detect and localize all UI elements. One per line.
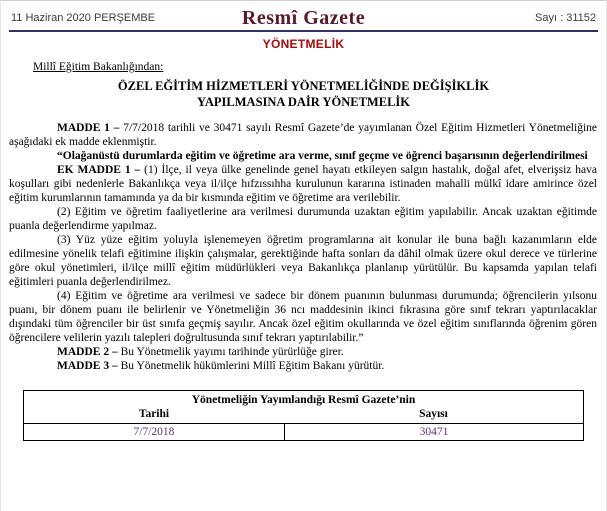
article-text: (3) Yüz yüze eğitim yoluyla işlenemeyen öğretim programlarına ait konular ile buna bağlı kazanımların elde edilmesine yönelik telafi eğitimine ilişkin çalışmalar, gerektiğinde hafta sonları da dâhil olmak üzere okul derece ve türlerine göre okul yönetimleri, il/ilçe millî eğitim müdürlükleri veya Bakanlıkça planlanıp yürütülür. Bu kapsamda yapılan telafi eğitimleri puanla değerlendirilmez.	[9, 234, 597, 288]
article-paragraph-madde3	[9, 359, 597, 373]
article-lead: MADDE 2 –	[57, 346, 121, 358]
gazette-title: Resmî Gazete	[241, 7, 366, 29]
publication-issue-link[interactable]: 30471	[419, 426, 449, 438]
gazette-date: 11 Haziran 2020 PERŞEMBE	[11, 12, 156, 24]
article-text: (1) İlçe, il veya ülke genelinde genel hayatı etkileyen salgın hastalık, doğal afet, elverişsiz hava koşulları gibi nedenlerle Bakanlıkça veya il/ilçe hıfzıssıhha kurulunun kararına istinaden mahalli mülkî idare amirince özel eğitim kurumlarının tamamında ya da bir kısmında eğitim ve öğretime ara verilebilir.	[9, 164, 597, 204]
article-paragraph-ekmadde1	[9, 163, 597, 205]
section-label: YÖNETMELİK	[262, 37, 345, 51]
masthead	[1, 1, 606, 29]
article-text: (2) Eğitim ve öğretim faaliyetlerine ara verilmesi durumunda uzaktan eğitim yapılabilir. Ancak uzaktan eğitimde puanla değerlendirme yapılmaz.	[9, 206, 597, 232]
column-header-date: Tarihi	[138, 408, 170, 420]
regulation-title-line1: ÖZEL EĞİTİM HİZMETLERİ YÖNETMELİĞİNDE DEĞİŞİKLİK	[117, 79, 490, 93]
article-text: (4) Eğitim ve öğretime ara verilmesi ve sadece bir dönem puanının bulunması durumunda; öğrencilerin yılsonu puanı, bir dönem puanı ile belirlenir ve Yönetmeliğin 36 ncı maddesinin ikinci fıkrasına göre sınıf tekrarı yaptırılacaklar dışındaki tüm öğrenciler bir üst sınıfa geçmiş sayılır. Ancak özel eğitim okullarında ve özel eğitim sınıflarında öğrenim gören öğrencilere velilerin yazılı talepleri doğrultusunda sınıf tekrarı yaptırılabilir.”	[9, 290, 597, 344]
article-lead: MADDE 1 –	[57, 122, 124, 134]
article-paragraph-fikra4	[9, 289, 597, 345]
article-lead: “Olağanüstü durumlarda eğitim ve öğretime ara verme, sınıf geçme ve öğrenci başarısının değerlendirilmesi	[57, 150, 588, 162]
article-paragraph-madde2	[9, 345, 597, 359]
publication-table-headers	[24, 407, 583, 423]
article-paragraph-fikra2	[9, 205, 597, 233]
issuing-authority: Millî Eğitim Bakanlığından:	[33, 61, 164, 73]
regulation-body	[9, 121, 597, 373]
publication-date-link[interactable]: 7/7/2018	[24, 424, 285, 440]
article-lead: MADDE 3 –	[57, 360, 121, 372]
article-paragraph-madde1	[9, 121, 597, 149]
article-text: 7/7/2018 tarihli ve 30471 sayılı Resmî Gazete’de yayımlanan Özel Eğitim Hizmetleri Yönetmeliğine aşağıdaki ek madde eklenmiştir.	[9, 122, 597, 148]
issue-number: Sayı : 31152	[535, 12, 596, 24]
article-lead: EK MADDE 1 –	[57, 164, 145, 176]
publication-table-title: Yönetmeliğin Yayımlandığı Resmî Gazete’nin	[191, 394, 416, 406]
article-text: Bu Yönetmelik yayımı tarihinde yürürlüğe girer.	[120, 346, 344, 358]
article-paragraph-fikra3	[9, 233, 597, 289]
article-paragraph-heading	[9, 149, 597, 163]
header-divider	[9, 30, 598, 32]
regulation-title	[1, 78, 606, 110]
publication-table	[23, 390, 584, 441]
article-text: Bu Yönetmelik hükümlerini Millî Eğitim Bakanı yürütür.	[120, 360, 385, 372]
column-header-issue: Sayısı	[419, 408, 448, 420]
publication-table-row	[24, 423, 583, 440]
regulation-title-line2: YAPILMASINA DAİR YÖNETMELİK	[197, 95, 410, 109]
